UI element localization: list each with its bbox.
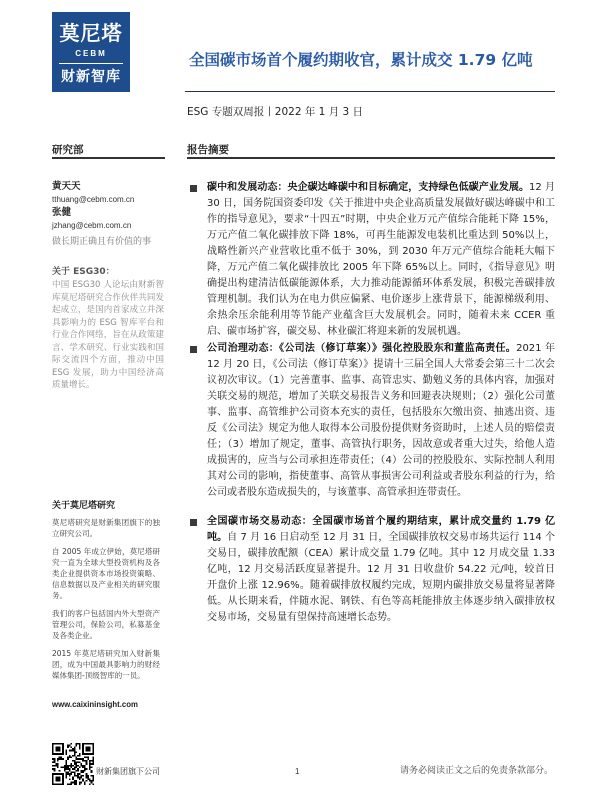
title-divider [185, 91, 555, 92]
cebm-logo [52, 12, 130, 92]
about-heading: 关于莫尼塔研究 [52, 501, 116, 511]
summary-item-body: 自 7 月 16 日启动至 12 月 31 日，全国碳排放权交易市场共运行 114 个交易日，碳排放配额（CEA）累计成交量 1.79 亿吨。其中 12 月成交量 1.33 亿吨，12 月交易活跃度显著提升。12 月 31 日收盘价 54.22 元/吨，较首日开盘价上涨 12.96%。随着碳排放权履约完成，短期内碳排放交易量将显著降低。从长期来看，伴随水泥、钢铁、有色等高耗能排放主体逐步纳入碳排放权交易市场，交易量有望保持高速增长态势。 [207, 532, 555, 623]
summary-heading-divider [187, 157, 555, 159]
square-bullet-icon [190, 185, 197, 192]
website-link[interactable]: www.caixininsight.com [52, 700, 138, 709]
summary-item [207, 514, 555, 626]
about-paragraph: 自 2005 年成立伊始，莫尼塔研究一直为全球大型投资机构及各类企业提供资本市场投资策略、信息数据以及产业相关的研究服务。 [52, 547, 160, 600]
summary-item [207, 341, 555, 501]
report-title: 全国碳市场首个履约期收官，累计成交 1.79 亿吨 [189, 51, 533, 69]
logo-sub: CEBM [75, 49, 107, 58]
dept-heading: 研究部 [52, 144, 84, 156]
summary-item-body: 2021 年 12 月 20 日，《公司法（修订草案）》提请十三届全国人大常委会第三十二次会议初次审议。（1）完善董事、监事、高管忠实、勤勉义务的具体内容，加强对关联交易的规范，增加了关联交易报告义务和回避表决规则；（2）强化公司董事、监事、高管维护公司资本充实的责任，包括股东欠缴出资、抽逃出资、违反《公司法》规定为他人取得本公司股份提供财务资助时，上述人员的赔偿责任；（3）增加了规定，董事、高管执行职务，因故意或者重大过失，给他人造成损害的，应当与公司承担连带责任；（4）公司的控股股东、实际控制人利用其对公司的影响，指使董事、高管从事损害公司利益或者股东利益的行为，给公司或者股东造成损失的，与该董事、高管承担连带责任。 [207, 343, 555, 498]
summary-heading: 报告摘要 [187, 144, 229, 156]
about-paragraph: 2015 年莫尼塔研究加入财新集团，成为中国最具影响力的财经媒体集团-顶级智库的一员。 [52, 649, 160, 680]
footer-company: 财新集团旗下公司 [96, 767, 160, 776]
author-name: 张健 [52, 207, 72, 218]
esg30-heading: 关于 ESG30： [52, 267, 115, 277]
about-paragraph: 我们的客户包括国内外大型资产管理公司，保险公司，私募基金及各类企业。 [52, 609, 160, 640]
logo-brand: 财新智库 [61, 69, 121, 85]
summary-item-lead: 公司治理动态：《公司法（修订草案）》强化控股股东和董监高责任。 [207, 343, 517, 354]
esg30-description: 中国 ESG30 人论坛由财新智库莫尼塔研究合作伙伴共同发起成立，是国内首家成立并深具影响力的 ESG 智库平台和行业合作网络，旨在从政策建言、学术研究、行业实践和国际交流四个方面，推动中国 ESG 发展，助力中国经济高质量增长。 [52, 280, 164, 390]
author-email[interactable]: tthuang@cebm.com.cn [52, 195, 135, 204]
dept-heading-divider [52, 157, 165, 159]
footer-disclaimer: 请务必阅读正文之后的免责条款部分。 [399, 766, 553, 776]
logo-divider [59, 63, 123, 64]
square-bullet-icon [190, 519, 197, 526]
author-email[interactable]: jzhang@cebm.com.cn [52, 221, 132, 230]
summary-item-body: 12 月 30 日，国务院国资委印发《关于推进中央企业高质量发展做好碳达峰碳中和工作的指导意见》，要求“十四五”时期，中央企业万元产值综合能耗下降 15%，万元产值二氧化碳排放下降 18%，可再生能源发电装机比重达到 50%以上，战略性新兴产业营收比重不低于 30%，到 2030 年万元产值综合能耗大幅下降，万元产值二氧化碳排放比 2005 年下降 65%以上。同时，《指导意见》明确提出构建清洁低碳能源体系，大力推动能源循环体系发展，积极完善碳排放管理机制。我们认为在电力供应偏紧、电价逐步上涨背景下，能源梯级利用、余热余压余能利用等节能产业蕴含巨大发展机会。同时，随着未来 CCER 重启、碳市场扩容，碳交易、林业碳汇将迎来新的发展机遇。 [207, 182, 555, 337]
qr-code-icon [52, 743, 94, 785]
summary-item-lead: 全国碳市场交易动态：全国碳市场首个履约期结束，累计成交量约 1.79 亿吨。 [207, 516, 555, 543]
author-name: 黄天天 [52, 181, 81, 192]
report-subtitle: ESG 专题双周报丨2022 年 1 月 3 日 [187, 106, 364, 118]
summary-list [207, 180, 555, 626]
logo-name: 莫尼塔 [59, 21, 123, 45]
author-list [52, 180, 165, 232]
summary-item-lead: 碳中和发展动态：央企碳达峰碳中和目标确定，支持绿色低碳产业发展。 [207, 182, 530, 193]
about-section [52, 517, 160, 688]
square-bullet-icon [190, 346, 197, 353]
about-paragraph: 莫尼塔研究是财新集团旗下的独立研究公司。 [52, 518, 160, 538]
motto: 做长期正确且有价值的事 [52, 237, 152, 247]
summary-item [207, 180, 555, 340]
page-number: 1 [295, 767, 300, 776]
